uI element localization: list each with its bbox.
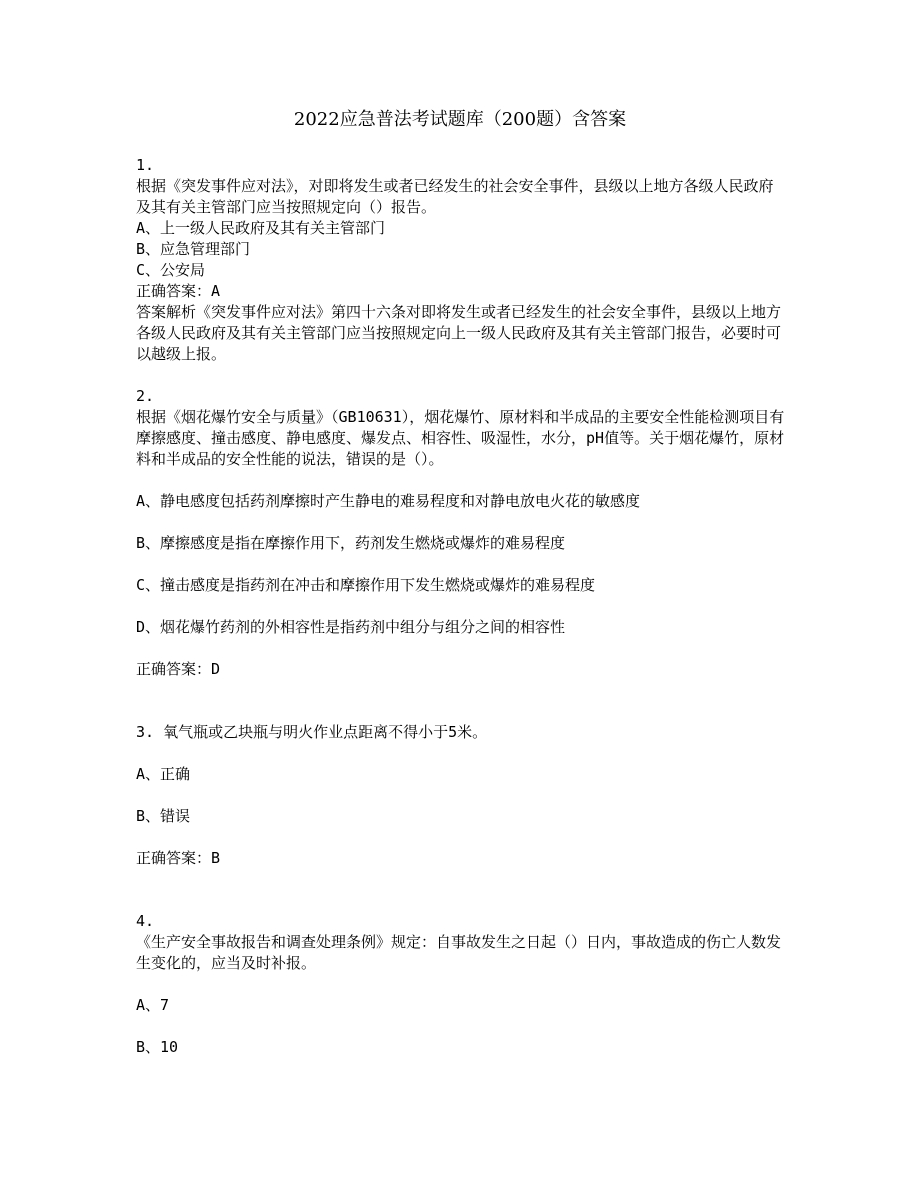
- question-2: [136, 386, 786, 680]
- option-b: B、10: [136, 1038, 179, 1056]
- correct-answer: 正确答案：D: [136, 660, 221, 678]
- option-c: C、撞击感度是指药剂在冲击和摩擦作用下发生燃烧或爆炸的难易程度: [136, 576, 596, 594]
- option-a: A、7: [136, 996, 170, 1014]
- correct-answer: 正确答案：B: [136, 849, 221, 867]
- option-b: B、应急管理部门: [136, 240, 251, 258]
- question-stem: 根据《突发事件应对法》，对即将发生或者已经发生的社会安全事件，县级以上地方各级人民政府及其有关主管部门应当按照规定向（）报告。: [136, 177, 774, 216]
- question-3: [136, 722, 786, 869]
- question-stem: 根据《烟花爆竹安全与质量》（GB10631），烟花爆竹、原材料和半成品的主要安全性能检测项目有摩擦感度、撞击感度、静电感度、爆发点、相容性、吸湿性，水分，pH值等。关于烟花爆竹，原材料和半成品的安全性能的说法，错误的是（）。: [136, 408, 785, 468]
- option-a: A、静电感度包括药剂摩擦时产生静电的难易程度和对静电放电火花的敏感度: [136, 492, 641, 510]
- correct-answer: 正确答案：A: [136, 282, 221, 300]
- question-number: 4.: [136, 912, 155, 930]
- question-number: 1.: [136, 156, 155, 174]
- option-a: A、正确: [136, 765, 191, 783]
- option-b: B、错误: [136, 807, 191, 825]
- option-a: A、上一级人民政府及其有关主管部门: [136, 219, 386, 237]
- question-stem: 《生产安全事故报告和调查处理条例》规定：自事故发生之日起（）日内，事故造成的伤亡人数发生变化的，应当及时补报。: [136, 933, 782, 972]
- answer-analysis: 答案解析《突发事件应对法》第四十六条对即将发生或者已经发生的社会安全事件，县级以上地方各级人民政府及其有关主管部门应当按照规定向上一级人民政府及其有关主管部门报告，必要时可以越级上报。: [136, 303, 782, 363]
- question-list: [136, 155, 786, 1058]
- question-4: [136, 911, 786, 1058]
- option-d: D、烟花爆竹药剂的外相容性是指药剂中组分与组分之间的相容性: [136, 618, 566, 636]
- question-stem: 3. 氧气瓶或乙块瓶与明火作业点距离不得小于5米。: [136, 723, 488, 741]
- document-title: 2022应急普法考试题库（200题）含答案: [293, 109, 627, 130]
- option-c: C、公安局: [136, 261, 206, 279]
- option-b: B、摩擦感度是指在摩擦作用下，药剂发生燃烧或爆炸的难易程度: [136, 534, 566, 552]
- question-number: 2.: [136, 387, 155, 405]
- question-1: [136, 155, 786, 365]
